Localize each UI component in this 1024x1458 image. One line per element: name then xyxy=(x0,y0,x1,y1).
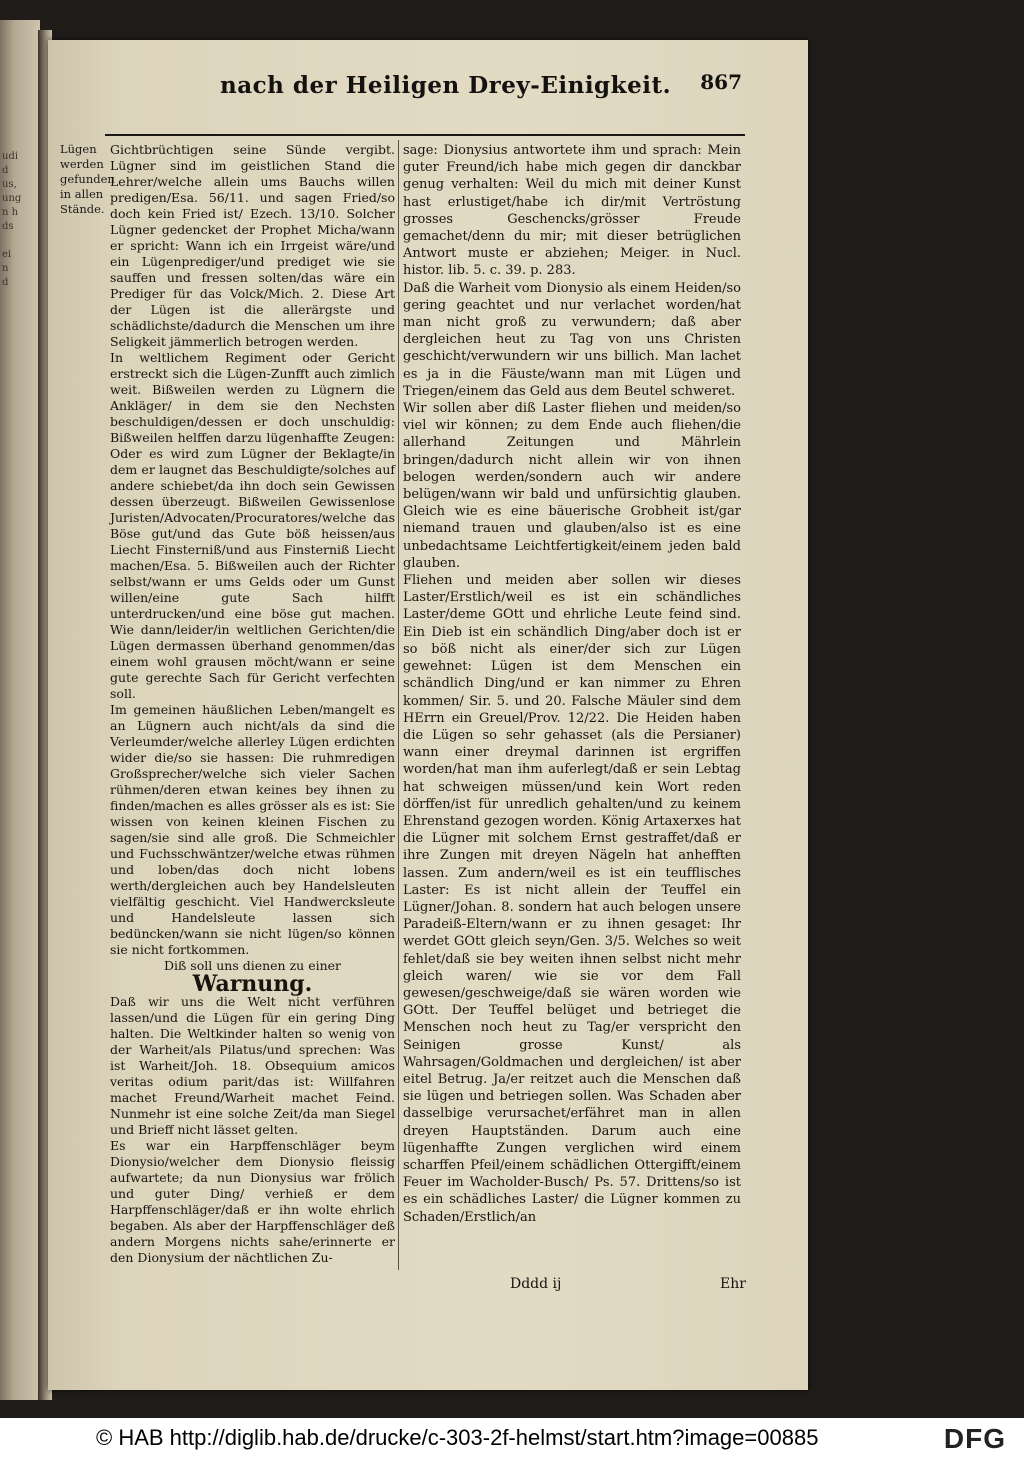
right-text-column xyxy=(403,142,741,1226)
catchword: Ehr xyxy=(720,1276,746,1292)
paragraph: In weltlichem Regiment oder Gericht erstreckt sich die Lügen-Zunfft auch zimlich weit. Bißweilen werden zu Lügnern die Ankläger/ in dem sie den Nechsten beschuldigen/dessen er doch unschuldig: Bißweilen helffen darzu lügenhaffte Zeugen: Oder es wird zum Lügner der Beklagte/in dem er laugnet das Beschuldigte/solches auf andere schiebet/da ihn doch sein Gewissen dessen überzeugt. Bißweilen Gewissenlose Juristen/Advocaten/Procuratores/welche das Böse gut/und das Gute böß heissen/aus Liecht Finsterniß/und aus Finsterniß Liecht machen/Esa. 5. Bißweilen auch der Richter selbst/wann er ums Gelds oder um Gunst willen/eine gute Sach hilfft unterdrucken/und eine böse gut machen. Wie dann/leider/in weltlichen Gerichten/die Lügen dermassen überhand genommen/das einem wohl grausen möcht/wann er seine gute gerechte Sach für Gericht verfechten soll. xyxy=(110,350,395,701)
page-header xyxy=(60,72,752,108)
paragraph: Diß soll uns dienen zu einer xyxy=(163,958,342,973)
paragraph: Gichtbrüchtigen seine Sünde vergibt. Lügner sind im geistlichen Stand die Lehrer/welche allein ums Bauchs willen predigen/Esa. 56/11. und sagen Fried/so doch kein Fried ist/ Ezech. 13/10. Solcher Lügner gedencket der Prophet Micha/wann er spricht: Wann ich ein Irrgeist wäre/und ein Lügenprediger/und prediget wie sie sauffen und fressen solten/das wäre ein Prediger für das Volck/Mich. 2. Diese Art der Lügen ist die allerärgste und schädlichste/dadurch die Menschen um ihre Seligkeit jämmerlich betrogen werden. xyxy=(110,142,395,349)
paragraph: Wir sollen aber diß Laster fliehen und meiden/so viel wir können; zu dem Ende auch fliehen/die allerhand Zeitungen und Mährlein bringen/dadurch nicht allein wir von ihnen belogen werden/sondern auch wir andere belügen/wann wir bald und unfürsichtig glauben. Gleich wie es eine bäuerische Grobheit ist/gar niemand trauen und glauben/also ist es eine unbedachtsame Leichtfertigkeit/einem jeden bald glauben. xyxy=(403,401,741,571)
left-text-column xyxy=(110,142,395,1266)
paragraph: Daß die Warheit vom Dionysio als einem Heiden/so gering geachtet und nur verlachet worden/hat man nicht groß zu verwundern; daß aber dergleichen heut zu Tag von uns Christen geschicht/verwundern wir uns billich. Man lachet es ja in die Fäuste/wann man mit Lügen und Triegen/einem das Geld aus dem Beutel schweret. xyxy=(403,280,741,399)
footer-bar xyxy=(0,1418,1024,1458)
page-number: 867 xyxy=(700,70,742,94)
paragraph: Fliehen und meiden aber sollen wir dieses Laster/Erstlich/weil es ist ein schändliches Laster/deme GOtt und ehrliche Leute feind sind. Ein Dieb ist ein schändlich Ding/aber doch ist er so böß nicht als einer/der sich zur Lügen gewehnet: Lügen ist dem Menschen ein schändlich Ding/und er kan nimmer zu Ehren kommen/ Sir. 5. und 20. Falsche Mäuler sind dem HErrn ein Greuel/Prov. 12/22. Die Heiden haben die Lügen so sehr gehasset (als die Persianer) wann einer dreymal darinnen ist ergriffen worden/hat man ihm auferlegt/daß er sein Lebtag hat schweigen müssen/und kein Wort reden dörffen/ist für unredlich gehalten/und zu keinem Ehrenstand gezogen worden. König Artaxerxes hat die Lügner mit solchem Ernst gestraffet/daß er ihre Zungen mit dreyen Nägeln hat anhefften lassen. Zum andern/weil es ist ein teufflisches Laster: Es ist nicht allein der Teuffel ein Lügner/Johan. 8. sondern hat auch belogen unsere Paradeiß-Eltern/wann er zu ihnen gesaget: Ihr werdet GOtt gleich seyn/Gen. 3/5. Welches so weit fehlet/daß sie bey weiten ihnen selbst nicht mehr gleich waren/ wie sie vor dem Fall gewesen/geschweige/daß sie wären worden wie GOtt. Der Teuffel belüget und betrieget die Menschen noch heut zu Tag/er verspricht den Seinigen grosse Kunst/ als Wahrsagen/Goldmachen und dergleichen/ ist aber eitel Betrug. Ja/er reitzet auch die Menschen daß sie lügen und betriegen sollen. Was Schaden aber dasselbige verursachet/erfähret man in allen dreyen Hauptständen. Darum auch eine lügenhaffte Zungen verglichen wird einem scharffen Pfeil/einem schädlichen Ottergifft/einem Feuer im Wacholder-Busch/ Ps. 57. Drittens/so ist es ein schädliches Laster/ die Lügner kommen zu Schaden/Erstlich/an xyxy=(403,573,741,1225)
paragraph: Es war ein Harpffenschläger beym Dionysio/welcher dem Dionysio fleissig aufwartete; da nun Dionysius war frölich und guter Ding/ verhieß er dem Harpffenschläger/daß er ihn wolte ehrlich begaben. Als aber der Harpffenschläger deß andern Morgens nichts sahe/erinnerte er den Dionysium der nächtlichen Zu- xyxy=(110,1138,395,1265)
column-divider xyxy=(398,140,399,1270)
paragraph: sage: Dionysius antwortete ihm und sprach: Mein guter Freund/ich habe mich gegen dir danckbar genug verhalten: Weil du mich mit deiner Kunst hast erlustiget/habe ich dir/mit Vertröstung grosses Geschencks/grösser Freude gemachet/denn du mir; mit dieser betrüglichen Antwort muste er abziehen; Meiger. in Nucl. histor. lib. 5. c. 39. p. 283. xyxy=(403,143,741,279)
paragraph: Daß wir uns die Welt nicht verführen lassen/und die Lügen für ein gering Ding halten. Die Weltkinder halten so wenig von der Warheit/als Pilatus/und sprechen: Was ist Warheit/Joh. 18. Obsequium amicos veritas odium parit/das ist: Willfahren machet Freund/Warheit machet Feind. Nunmehr ist eine solche Zeit/da man Siegel und Brieff nicht lässet gelten. xyxy=(110,994,395,1137)
previous-page-text-fragments: udi d us, ung n h ds ei n d xyxy=(2,151,22,288)
source-credit-link[interactable]: © HAB http://diglib.hab.de/drucke/c-303-2f-helmst/start.htm?image=00885 xyxy=(96,1425,819,1450)
previous-page-edge xyxy=(0,20,40,1400)
dfg-logo: DFG xyxy=(943,1423,1006,1454)
margin-note: Lügen werden gefunden in allen Stände. xyxy=(60,142,115,216)
section-heading: Warnung. xyxy=(192,971,313,997)
paragraph: Im gemeinen häußlichen Leben/mangelt es an Lügnern auch nicht/als da sind die Verleumder/welche allerley Lügen erdichten wider die/so sie hassen: Die ruhmredigen Großsprecher/welche sich vieler Sachen rühmen/deren etwan keines bey ihnen zu finden/machen es alles grösser als es ist: Sie wissen von keinen kleinen Fischen zu sagen/sie sind alle groß. Die Schmeichler und Fuchsschwäntzer/welche etwas rühmen und loben/das doch nicht lobens werth/dergleichen auch bey Handelsleuten vielfältig geschicht. Viel Handwercksleute und Handelsleute lassen sich bedüncken/wann sie nicht lügen/so können sie nicht fortkommen. xyxy=(110,702,395,957)
running-head: nach der Heiligen Drey-Einigkeit. xyxy=(220,72,672,99)
header-rule xyxy=(105,134,745,136)
signature-mark: Dddd ij xyxy=(510,1276,562,1292)
